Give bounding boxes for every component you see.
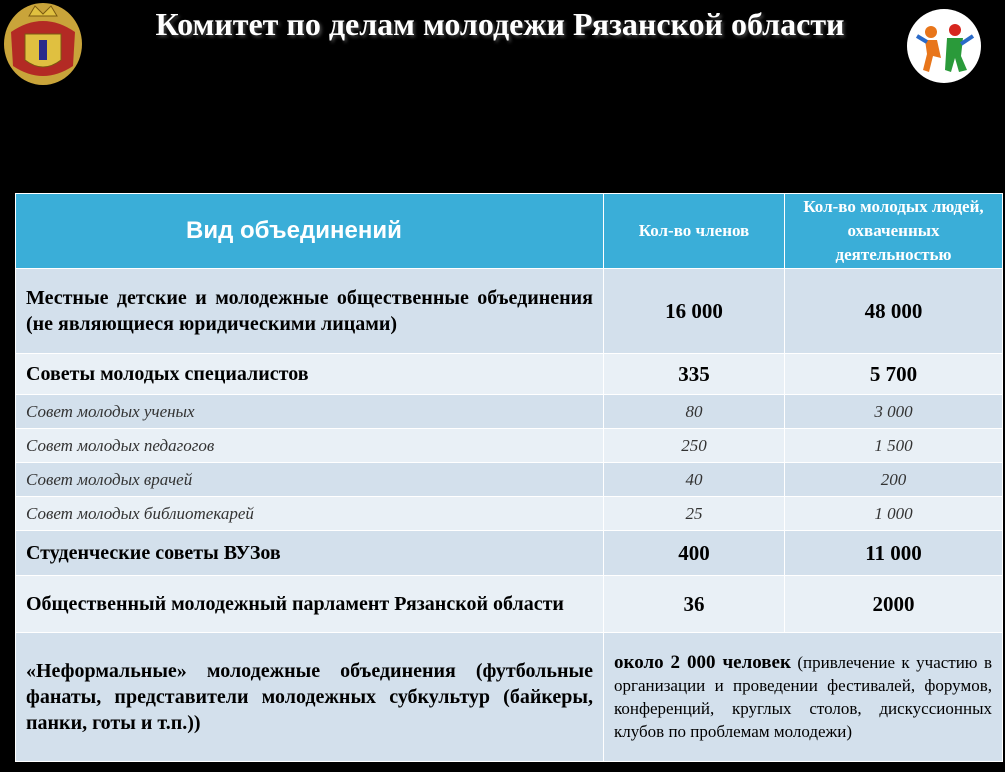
row-covered: 2000	[785, 576, 1003, 633]
row-covered: 1 000	[785, 497, 1003, 531]
row-covered: 1 500	[785, 429, 1003, 463]
row-name: Совет молодых библиотекарей	[16, 497, 604, 531]
row-members: 36	[604, 576, 785, 633]
row-members: 16 000	[604, 269, 785, 354]
ryazan-coat-of-arms-icon	[3, 2, 83, 86]
row-name: Советы молодых специалистов	[16, 354, 604, 395]
note-bold: около 2 000 человек	[614, 652, 791, 673]
row-name: Общественный молодежный парламент Рязанской области	[16, 576, 604, 633]
row-members: 335	[604, 354, 785, 395]
row-members: 250	[604, 429, 785, 463]
row-name: Совет молодых ученых	[16, 395, 604, 429]
row-name: Совет молодых врачей	[16, 463, 604, 497]
row-name: «Неформальные» молодежные объединения (футбольные фанаты, представители молодежных субкультур (байкеры, панки, готы и т.п.))	[16, 633, 604, 762]
table-header-row	[16, 194, 1003, 269]
row-covered: 48 000	[785, 269, 1003, 354]
row-members: 40	[604, 463, 785, 497]
column-header-covered: Кол-во молодых людей, охваченных деятельностью	[785, 194, 1003, 269]
column-header-type: Вид объединений	[16, 194, 604, 269]
table-row	[16, 576, 1003, 633]
table-row	[16, 633, 1003, 762]
table-row	[16, 463, 1003, 497]
row-covered: 200	[785, 463, 1003, 497]
row-name: Совет молодых педагогов	[16, 429, 604, 463]
row-name: Студенческие советы ВУЗов	[16, 531, 604, 576]
row-note	[604, 633, 1003, 762]
table-row	[16, 354, 1003, 395]
table-row	[16, 269, 1003, 354]
youth-associations-table	[15, 193, 1003, 762]
row-covered: 3 000	[785, 395, 1003, 429]
row-members: 400	[604, 531, 785, 576]
row-name: Местные детские и молодежные общественные объединения (не являющиеся юридическими лицами)	[16, 269, 604, 354]
row-covered: 5 700	[785, 354, 1003, 395]
column-header-members: Кол-во членов	[604, 194, 785, 269]
row-members: 80	[604, 395, 785, 429]
table-row	[16, 429, 1003, 463]
note-rest: (привлечение к участию в организации и проведении фестивалей, форумов, конференций, круглых столов, дискуссионных клубов по проблемам молодежи)	[614, 653, 992, 741]
table-row	[16, 395, 1003, 429]
page-title: Комитет по делам молодежи Рязанской области	[155, 6, 845, 42]
row-members: 25	[604, 497, 785, 531]
table-row	[16, 497, 1003, 531]
table-row	[16, 531, 1003, 576]
row-covered: 11 000	[785, 531, 1003, 576]
youth-committee-logo-icon	[905, 6, 983, 86]
